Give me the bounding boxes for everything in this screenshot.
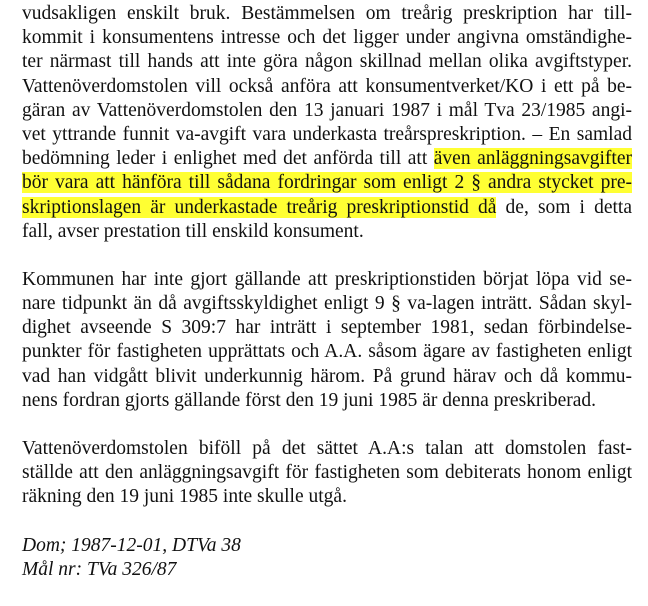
text-line: vet yttrande funnit va-avgift vara underkasta treårspreskription. – En samlad xyxy=(22,123,632,145)
paragraph-1 xyxy=(22,2,632,244)
paragraph-2 xyxy=(22,268,632,413)
highlighted-text: bör vara att hänföra till sådana fordringar som enligt 2 § andra stycket pre- xyxy=(22,172,632,194)
text-line: Vattenöverdomstolen biföll på det sättet A.A:s talan att domstolen fast- xyxy=(22,438,632,459)
citation xyxy=(22,534,632,582)
judgment-reference: Dom; 1987-12-01, DTVa 38 xyxy=(22,534,241,556)
text-line: räkning den 19 juni 1985 inte skulle utgå. xyxy=(22,486,347,508)
plain-text: de, som i detta xyxy=(496,196,632,218)
text-line: Kommunen har inte gjort gällande att preskriptionstiden börjat löpa vid se- xyxy=(22,268,632,290)
text-line: nare tidpunkt än då avgiftsskyldighet enligt 9 § va-lagen inträtt. Sådan skyl- xyxy=(22,293,632,315)
text-line: vad han vidgått blivit underkunnig härom. På grund härav och då kommu- xyxy=(22,365,632,387)
text-line: nens fordran gjorts gällande först den 19 juni 1985 är denna preskriberad. xyxy=(22,389,596,411)
text-line xyxy=(22,196,632,220)
text-line xyxy=(22,171,632,195)
text-line: ter närmast till hands att inte göra någon skillnad mellan olika avgiftstyper. xyxy=(22,51,632,73)
highlighted-text: skriptionslagen är underkastade treårig preskriptionstid då xyxy=(22,196,497,218)
text-line: ställde att den anläggningsavgift för fastigheten som debiterats honom enligt xyxy=(22,462,632,484)
highlighted-text: även anläggningsavgifter xyxy=(433,148,632,170)
document-body xyxy=(22,2,632,606)
text-line: fall, avser prestation till enskild konsument. xyxy=(22,220,364,242)
case-number: Mål nr: TVa 326/87 xyxy=(22,558,177,580)
text-line: gäran av Vattenöverdomstolen den 13 januari 1987 i mål Tva 23/1985 angi- xyxy=(22,99,632,121)
text-line: Vattenöverdomstolen vill också anföra att konsumentverket/KO i ett på be- xyxy=(22,75,632,97)
text-line xyxy=(22,147,632,171)
text-line: dighet avseende S 309:7 har inträtt i september 1981, sedan förbindelse- xyxy=(22,317,632,339)
paragraph-3 xyxy=(22,437,632,510)
text-line: punkter för fastigheten upprättats och A.A. såsom ägare av fastigheten enligt xyxy=(22,341,632,363)
text-line: vudsakligen enskilt bruk. Bestämmelsen om treårig preskription har till- xyxy=(22,3,632,24)
plain-text: bedömning leder i enlighet med det anförda till att xyxy=(22,148,434,170)
text-line: kommit i konsumentens intresse och det ligger under angivna omständighe- xyxy=(22,27,632,49)
